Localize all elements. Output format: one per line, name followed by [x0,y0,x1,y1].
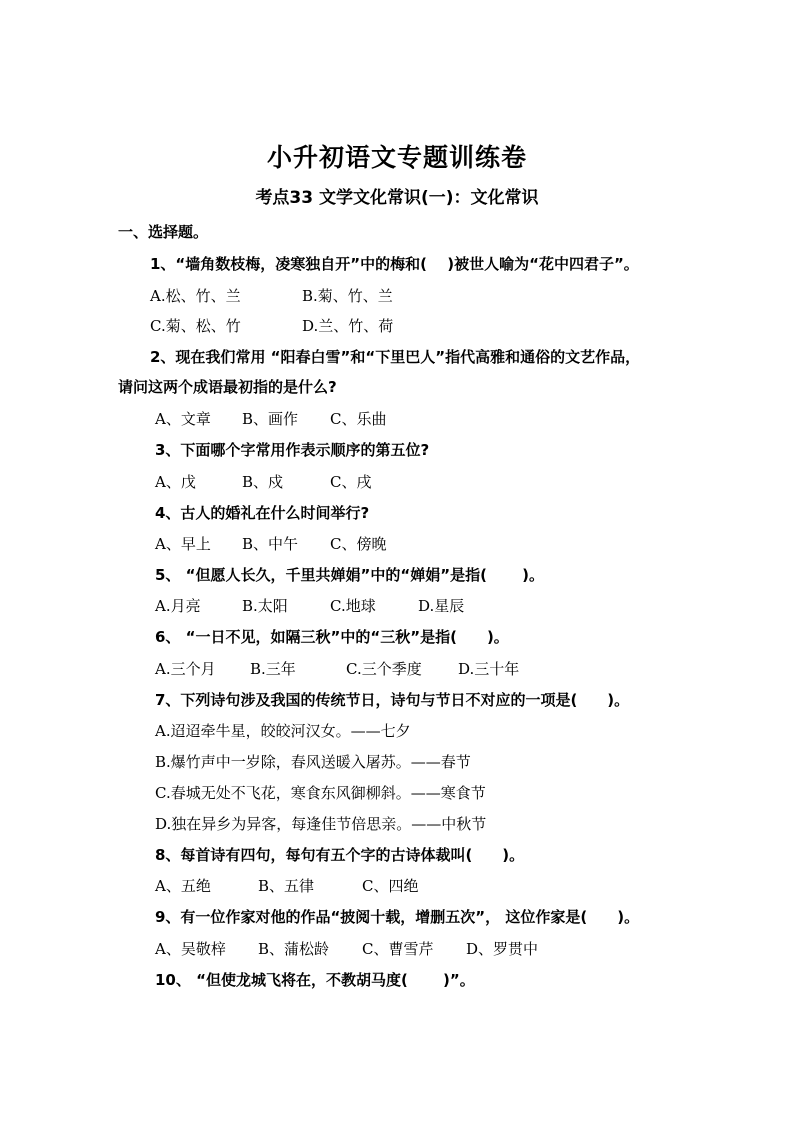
question-9-option-c: C、曹雪芹 [362,940,434,958]
question-3-stem: 3、下面哪个字常用作表示顺序的第五位? [155,441,430,459]
question-6-stem: 6、 “一日不见，如隔三秋”中的“三秋”是指( )。 [155,628,509,646]
question-7-option-a: A.迢迢牵牛星，皎皎河汉女。——七夕 [155,722,411,740]
question-6-option-c: C.三个季度 [346,660,422,678]
question-2-option-a: A、文章 [155,410,211,428]
question-9-stem: 9、有一位作家对他的作品“披阅十载，增删五次”， 这位作家是( )。 [155,908,640,926]
question-1-option-a: A.松、竹、兰 [150,287,241,305]
question-1-option-d: D.兰、竹、荷 [302,317,394,335]
question-10-stem: 10、 “但使龙城飞将在，不教胡马度( )”。 [155,971,475,989]
question-2-option-b: B、画作 [242,410,299,428]
section-heading: 一、选择题。 [118,223,209,241]
page-title: 小升初语文专题训练卷 [266,143,527,172]
question-9-option-a: A、吴敬梓 [155,940,226,958]
question-5-option-a: A.月亮 [155,597,201,615]
question-3-option-a: A、戊 [155,473,196,491]
question-6-option-d: D.三十年 [458,660,520,678]
question-1-option-c: C.菊、松、竹 [150,317,241,335]
question-8-option-b: B、五律 [258,877,315,895]
question-4-option-a: A、早上 [155,535,211,553]
question-2-option-c: C、乐曲 [330,410,387,428]
question-6-option-b: B.三年 [250,660,296,678]
question-7-stem: 7、下列诗句涉及我国的传统节日，诗句与节日不对应的一项是( )。 [155,691,630,709]
question-4-option-b: B、中午 [242,535,299,553]
question-5-option-b: B.太阳 [242,597,288,615]
question-2-stem: 2、现在我们常用 “阳春白雪”和“下里巴人”指代高雅和通俗的文艺作品， [150,348,641,366]
question-7-option-c: C.春城无处不飞花，寒食东风御柳斜。——寒食节 [155,784,486,802]
question-7-option-b: B.爆竹声中一岁除，春风送暖入屠苏。——春节 [155,753,471,771]
question-9-option-d: D、罗贯中 [466,940,539,958]
question-3-option-b: B、戍 [242,473,284,491]
question-9-option-b: B、蒲松龄 [258,940,330,958]
question-1-stem: 1、“墙角数枝梅，凌寒独自开”中的梅和( )被世人喻为“花中四君子”。 [150,255,639,273]
question-4-stem: 4、古人的婚礼在什么时间举行? [155,504,370,522]
question-2-stem-continued: 请问这两个成语最初指的是什么? [118,378,337,396]
question-3-option-c: C、戌 [330,473,372,491]
question-5-option-c: C.地球 [330,597,376,615]
question-8-option-c: C、四绝 [362,877,419,895]
question-6-option-a: A.三个月 [155,660,216,678]
question-4-option-c: C、傍晚 [330,535,387,553]
question-5-option-d: D.星辰 [418,597,465,615]
question-5-stem: 5、 “但愿人长久，千里共婵娟”中的“婵娟”是指( )。 [155,566,545,584]
question-8-option-a: A、五绝 [155,877,211,895]
question-8-stem: 8、每首诗有四句，每句有五个字的古诗体裁叫( )。 [155,846,525,864]
question-1-option-b: B.菊、竹、兰 [302,287,393,305]
question-7-option-d: D.独在异乡为异客，每逢佳节倍思亲。——中秋节 [155,815,487,833]
page-subtitle: 考点33 文学文化常识(一)：文化常识 [255,188,539,208]
